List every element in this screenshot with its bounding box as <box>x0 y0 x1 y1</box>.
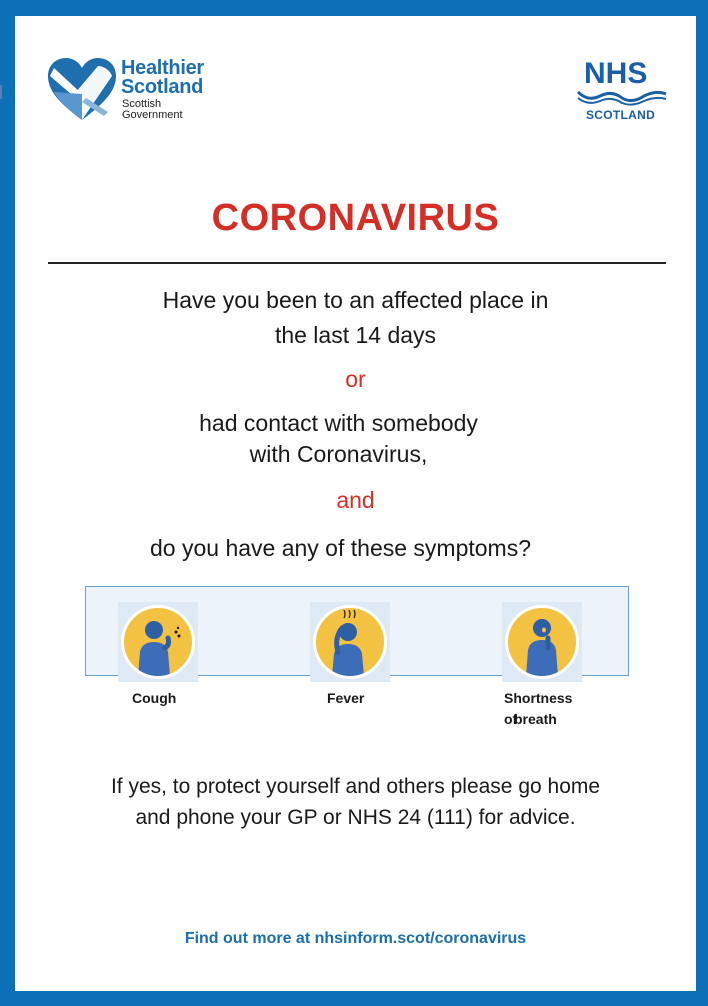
nhs-letters: NHS <box>584 57 648 90</box>
scotland-text: Scotland <box>121 76 204 98</box>
person-coughing-icon <box>124 608 192 676</box>
saltire-heart-icon <box>48 58 116 122</box>
symptom-breath-label-line-1: Shortness <box>504 690 573 706</box>
symptom-cough-label: Cough <box>132 690 177 706</box>
advice-line-2: and phone your GP or NHS 24 (111) for advice. <box>135 806 576 829</box>
scottish-text: Scottish <box>122 98 162 110</box>
nhs-scotland-logo <box>576 58 668 128</box>
healthier-scotland-logo <box>48 58 228 138</box>
person-fever-icon <box>316 608 384 676</box>
question-2-line-2: with Coronavirus, <box>249 441 428 467</box>
symptom-fever <box>310 602 390 682</box>
poster-title: CORONAVIRUS <box>211 197 500 239</box>
symptom-cough <box>118 602 198 682</box>
question-3: do you have any of these symptoms? <box>150 535 531 561</box>
symptom-breath-label-breath: breath <box>514 711 557 727</box>
person-breathless-icon <box>508 608 576 676</box>
government-text: Government <box>122 109 183 121</box>
waves-icon <box>576 88 668 106</box>
title-divider <box>48 262 666 264</box>
nhs-scotland-text: SCOTLAND <box>586 108 656 122</box>
question-1-line-1: Have you been to an affected place in <box>162 287 549 313</box>
symptom-shortness-of-breath <box>502 602 582 682</box>
connector-and: and <box>336 487 375 513</box>
healthier-text: Healthier <box>121 57 204 79</box>
advice-line-1: If yes, to protect yourself and others please go home <box>110 775 601 798</box>
advice-text <box>15 771 696 833</box>
question-2-line-1: had contact with somebody <box>199 410 478 436</box>
question-1-line-2: the last 14 days <box>274 322 437 348</box>
nhs-inform-link[interactable]: Find out more at nhsinform.scot/coronavirus <box>184 930 527 947</box>
connector-or: or <box>345 366 366 392</box>
edge-mark <box>0 85 2 99</box>
symptom-fever-label: Fever <box>327 690 365 706</box>
poster-sheet <box>15 16 696 991</box>
symptom-breath-label-of: of <box>504 711 518 727</box>
